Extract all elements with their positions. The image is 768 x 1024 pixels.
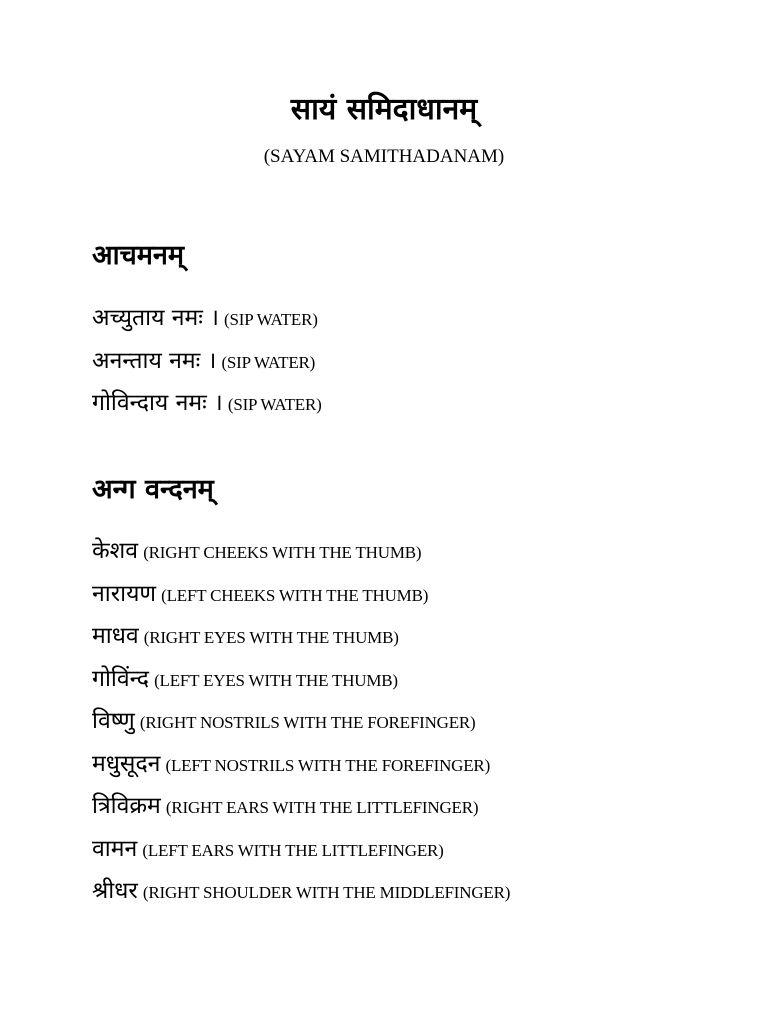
list-item — [92, 788, 510, 831]
anga-vandanam-list — [92, 533, 510, 916]
section-heading-achamanam: आचमनम् — [92, 240, 185, 271]
sanskrit-text: त्रिविक्रम — [92, 793, 161, 819]
english-instruction: (SIP WATER) — [224, 310, 318, 329]
list-item — [92, 873, 510, 916]
english-instruction: (LEFT EYES WITH THE THUMB) — [154, 670, 398, 690]
english-instruction: (LEFT EARS WITH THE LITTLEFINGER) — [142, 840, 444, 860]
sanskrit-text: श्रीधर — [92, 878, 138, 904]
sanskrit-text: अनन्ताय नमः । — [92, 347, 217, 374]
english-instruction: (RIGHT EARS WITH THE LITTLEFINGER) — [165, 798, 479, 817]
sanskrit-text: विष्णु — [92, 708, 135, 734]
list-item — [92, 533, 510, 576]
list-item — [92, 661, 510, 704]
page-title: सायं समिदाधानम् — [290, 92, 478, 127]
list-item — [92, 576, 510, 619]
sanskrit-text: मधुसूदन — [92, 750, 161, 777]
list-item — [92, 703, 510, 746]
list-item — [92, 300, 322, 343]
sanskrit-text: केशव — [92, 538, 139, 564]
sanskrit-text: माधव — [92, 623, 139, 649]
list-item — [92, 343, 322, 386]
sanskrit-text: अच्युताय नमः । — [92, 305, 219, 331]
sanskrit-text: वामन — [92, 835, 138, 862]
english-instruction: (RIGHT NOSTRILS WITH THE FOREFINGER) — [139, 713, 476, 732]
sanskrit-text: गोविन्दाय नमः । — [92, 390, 223, 416]
list-item — [92, 831, 510, 874]
english-instruction: (SIP WATER) — [227, 395, 322, 414]
list-item — [92, 385, 322, 428]
achamanam-list — [92, 300, 322, 428]
list-item — [92, 746, 510, 789]
sanskrit-text: नारायण — [92, 580, 157, 607]
sanskrit-text: गोविंन्द — [92, 665, 149, 692]
page-subtitle: (SAYAM SAMITHADANAM) — [263, 146, 505, 167]
english-instruction: (SIP WATER) — [221, 352, 316, 372]
english-instruction: (LEFT NOSTRILS WITH THE FOREFINGER) — [165, 755, 491, 775]
english-instruction: (RIGHT EYES WITH THE THUMB) — [143, 628, 399, 647]
english-instruction: (LEFT CHEEKS WITH THE THUMB) — [161, 585, 429, 605]
list-item — [92, 618, 510, 661]
english-instruction: (RIGHT CHEEKS WITH THE THUMB) — [143, 543, 422, 562]
section-heading-anga-vandanam: अन्ग वन्दनम् — [92, 474, 214, 505]
english-instruction: (RIGHT SHOULDER WITH THE MIDDLEFINGER) — [142, 883, 511, 902]
